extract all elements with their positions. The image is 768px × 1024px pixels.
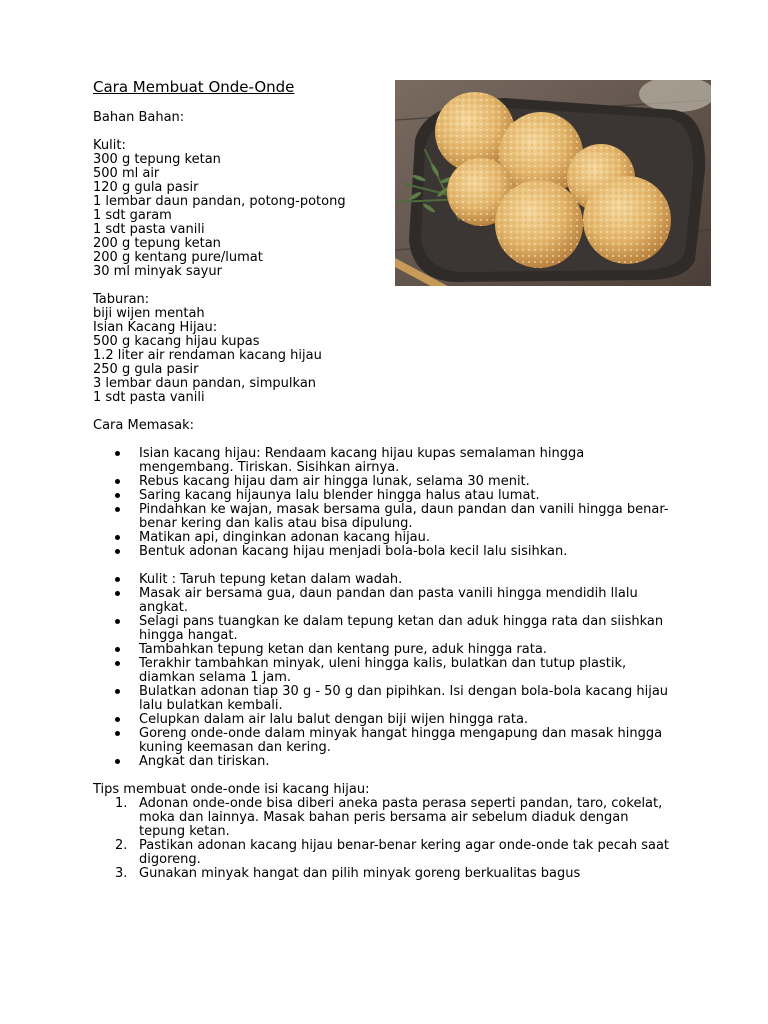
isian-item: 500 g kacang hijau kupas	[93, 334, 260, 349]
kulit-item: 200 g tepung ketan	[93, 236, 221, 251]
page-title: Cara Membuat Onde-Onde	[93, 78, 295, 96]
isian-item: 250 g gula pasir	[93, 362, 199, 377]
kulit-item: 200 g kentang pure/lumat	[93, 250, 263, 265]
list-number: 3.	[115, 866, 128, 881]
kulit-item: 300 g tepung ketan	[93, 152, 221, 167]
kulit-item: 1 lembar daun pandan, potong-potong	[93, 194, 346, 209]
kulit-item: 30 ml minyak sayur	[93, 264, 222, 279]
list-item: Angkat dan tiriskan.	[93, 755, 669, 769]
isian-item: 1 sdt pasta vanili	[93, 390, 205, 405]
list-text: Adonan onde-onde bisa diberi aneka pasta perasa seperti pandan, taro, cokelat, moka dan lainnya. Masak bahan peris bersama air sebelum diaduk dengan tepung ketan.	[139, 796, 663, 839]
tips-list	[93, 797, 669, 881]
kulit-item: 500 ml air	[93, 166, 160, 181]
list-item: Bentuk adonan kacang hijau menjadi bola-bola kecil lalu sisihkan.	[93, 545, 669, 559]
steps-isian-list	[93, 447, 669, 559]
list-item: Rebus kacang hijau dam air hingga lunak, selama 30 menit.	[93, 475, 669, 489]
list-item: Matikan api, dinginkan adonan kacang hijau.	[93, 531, 669, 545]
taburan-item: biji wijen mentah	[93, 306, 205, 321]
ingredients-block	[93, 111, 346, 433]
list-item: Terakhir tambahkan minyak, uleni hingga kalis, bulatkan dan tutup plastik, diamkan selama 1 jam.	[93, 657, 669, 685]
list-item: Bulatkan adonan tiap 30 g - 50 g dan pipihkan. Isi dengan bola-bola kacang hijau lalu bulatkan kembali.	[93, 685, 669, 713]
list-item: Masak air bersama gua, daun pandan dan pasta vanili hingga mendidih llalu angkat.	[93, 587, 669, 615]
list-item: Isian kacang hijau: Rendaam kacang hijau kupas semalaman hingga mengembang. Tiriskan. Sisihkan airnya.	[93, 447, 669, 475]
isian-heading: Isian Kacang Hijau:	[93, 320, 218, 335]
list-item: Pindahkan ke wajan, masak bersama gula, daun pandan dan vanili hingga benar-benar kering dan kalis atau bisa dipulung.	[93, 503, 669, 531]
list-item: Goreng onde-onde dalam minyak hangat hingga mengapung dan masak hingga kuning keemasan dan kering.	[93, 727, 669, 755]
kulit-item: 1 sdt pasta vanili	[93, 222, 205, 237]
onde-onde-photo	[395, 80, 711, 286]
kulit-item: 1 sdt garam	[93, 208, 172, 223]
list-text: Gunakan minyak hangat dan pilih minyak goreng berkualitas bagus	[139, 866, 581, 881]
list-item	[93, 797, 669, 839]
list-item: Celupkan dalam air lalu balut dengan biji wijen hingga rata.	[93, 713, 669, 727]
cara-heading: Cara Memasak:	[93, 418, 194, 433]
kulit-heading: Kulit:	[93, 138, 126, 153]
list-item: Saring kacang hijaunya lalu blender hingga halus atau lumat.	[93, 489, 669, 503]
isian-item: 1.2 liter air rendaman kacang hijau	[93, 348, 322, 363]
isian-item: 3 lembar daun pandan, simpulkan	[93, 376, 317, 391]
tips-heading: Tips membuat onde-onde isi kacang hijau:	[93, 782, 370, 797]
list-item: Kulit : Taruh tepung ketan dalam wadah.	[93, 573, 669, 587]
kulit-item: 120 g gula pasir	[93, 180, 199, 195]
list-text: Pastikan adonan kacang hijau benar-benar kering agar onde-onde tak pecah saat digoreng.	[139, 838, 670, 867]
list-item: Selagi pans tuangkan ke dalam tepung ketan dan aduk hingga rata dan siishkan hingga hangat.	[93, 615, 669, 643]
bahan-heading: Bahan Bahan:	[93, 110, 185, 125]
taburan-heading: Taburan:	[93, 292, 150, 307]
tips-block	[93, 783, 369, 797]
list-item: Tambahkan tepung ketan dan kentang pure, aduk hingga rata.	[93, 643, 669, 657]
list-number: 1.	[115, 796, 128, 811]
steps-kulit-list	[93, 573, 669, 769]
list-item	[93, 867, 669, 881]
list-number: 2.	[115, 838, 128, 853]
list-item	[93, 839, 669, 867]
